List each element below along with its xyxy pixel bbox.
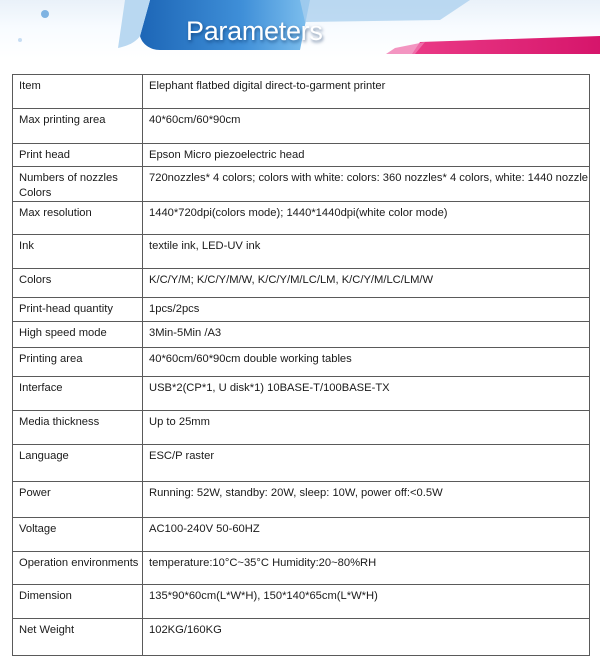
spec-value: Elephant flatbed digital direct-to-garment printer (143, 75, 590, 109)
spec-key: Voltage (13, 518, 143, 552)
spec-key: Language (13, 445, 143, 482)
table-row (13, 144, 590, 167)
table-row (13, 298, 590, 322)
spec-value: 40*60cm/60*90cm (143, 109, 590, 144)
table-row (13, 411, 590, 445)
spec-key: Net Weight (13, 619, 143, 656)
spec-key: Printing area (13, 348, 143, 377)
spec-key: Ink (13, 235, 143, 269)
spec-value: 1pcs/2pcs (143, 298, 590, 322)
spec-value: textile ink, LED-UV ink (143, 235, 590, 269)
spec-value: ESC/P raster (143, 445, 590, 482)
table-row (13, 167, 590, 202)
spec-value: 135*90*60cm(L*W*H), 150*140*65cm(L*W*H) (143, 585, 590, 619)
spec-key: Media thickness (13, 411, 143, 445)
table-row (13, 75, 590, 109)
table-row (13, 235, 590, 269)
spec-key: Item (13, 75, 143, 109)
spec-value: 40*60cm/60*90cm double working tables (143, 348, 590, 377)
table-row (13, 202, 590, 235)
spec-key: Print-head quantity (13, 298, 143, 322)
spec-key: Numbers of nozzles Colors (13, 167, 143, 202)
spec-key: Print head (13, 144, 143, 167)
banner-title: Parameters (186, 16, 323, 46)
table-row (13, 482, 590, 518)
table-row (13, 269, 590, 298)
table-row (13, 445, 590, 482)
spec-value: Up to 25mm (143, 411, 590, 445)
spec-value: 102KG/160KG (143, 619, 590, 656)
spec-value: 3Min-5Min /A3 (143, 322, 590, 348)
spec-key: Colors (13, 269, 143, 298)
spec-value: K/C/Y/M; K/C/Y/M/W, K/C/Y/M/LC/LM, K/C/Y/M/LC/LM/W (143, 269, 590, 298)
spec-key: Operation environments (13, 552, 143, 585)
table-row (13, 109, 590, 144)
spec-value: Running: 52W, standby: 20W, sleep: 10W, power off:<0.5W (143, 482, 590, 518)
table-row (13, 619, 590, 656)
spec-key: Max printing area (13, 109, 143, 144)
spec-value: 1440*720dpi(colors mode); 1440*1440dpi(white color mode) (143, 202, 590, 235)
spec-value: temperature:10°C~35°C Humidity:20~80%RH (143, 552, 590, 585)
spec-key: Max resolution (13, 202, 143, 235)
spec-value: AC100-240V 50-60HZ (143, 518, 590, 552)
spec-key: Interface (13, 377, 143, 411)
parameters-banner (0, 0, 600, 58)
table-row (13, 518, 590, 552)
spec-key: High speed mode (13, 322, 143, 348)
table-row (13, 348, 590, 377)
table-row (13, 552, 590, 585)
table-row (13, 585, 590, 619)
spec-value: 720nozzles* 4 colors; colors with white: colors: 360 nozzles* 4 colors, white: 1440 nozzle (143, 167, 590, 202)
spec-value: USB*2(CP*1, U disk*1) 10BASE-T/100BASE-TX (143, 377, 590, 411)
spec-key: Dimension (13, 585, 143, 619)
spec-value: Epson Micro piezoelectric head (143, 144, 590, 167)
table-row (13, 377, 590, 411)
spec-key: Power (13, 482, 143, 518)
table-row (13, 322, 590, 348)
spec-table (12, 74, 590, 656)
